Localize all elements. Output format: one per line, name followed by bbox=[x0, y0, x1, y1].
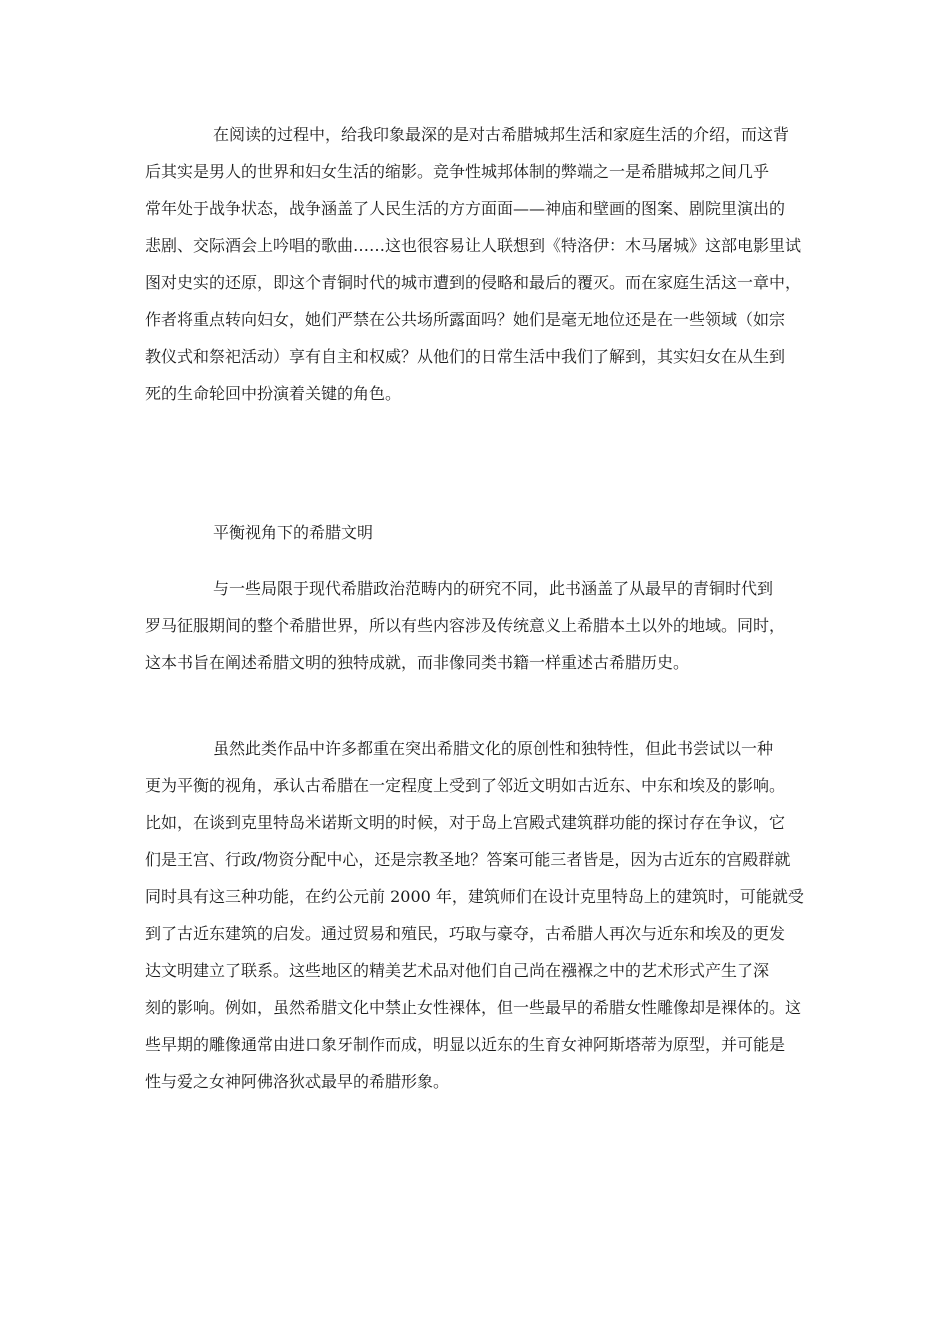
paragraph-line: 比如，在谈到克里特岛米诺斯文明的时候，对于岛上宫殿式建筑群功能的探讨存在争议，它 bbox=[145, 813, 786, 832]
paragraph-line: 这本书旨在阐述希腊文明的独特成就，而非像同类书籍一样重述古希腊历史。 bbox=[145, 653, 690, 672]
paragraph-line: 作者将重点转向妇女，她们严禁在公共场所露面吗？她们是毫无地位还是在一些领域（如宗 bbox=[145, 310, 786, 329]
paragraph-line: 死的生命轮回中扮演着关键的角色。 bbox=[145, 384, 402, 403]
paragraph-line: 达文明建立了联系。这些地区的精美艺术品对他们自己尚在襁褓之中的艺术形式产生了深 bbox=[145, 961, 770, 980]
paragraph-line: 些早期的雕像通常由进口象牙制作而成，明显以近东的生育女神阿斯塔蒂为原型，并可能是 bbox=[145, 1035, 786, 1054]
paragraph-line: 图对史实的还原，即这个青铜时代的城市遭到的侵略和最后的覆灭。而在家庭生活这一章中， bbox=[145, 273, 802, 292]
paragraph-line: 与一些局限于现代希腊政治范畴内的研究不同，此书涵盖了从最早的青铜时代到 bbox=[213, 579, 774, 598]
paragraph-line: 在阅读的过程中，给我印象最深的是对古希腊城邦生活和家庭生活的介绍，而这背 bbox=[213, 125, 790, 144]
paragraph-influences bbox=[145, 730, 817, 1100]
section-heading bbox=[145, 514, 817, 551]
paragraph-line: 性与爱之女神阿佛洛狄忒最早的希腊形象。 bbox=[145, 1072, 450, 1091]
paragraph-line: 刻的影响。例如，虽然希腊文化中禁止女性裸体，但一些最早的希腊女性雕像却是裸体的。这 bbox=[145, 998, 802, 1017]
paragraph-line: 虽然此类作品中许多都重在突出希腊文化的原创性和独特性，但此书尝试以一种 bbox=[213, 739, 774, 758]
paragraph-line: 到了古近东建筑的启发。通过贸易和殖民，巧取与豪夺，古希腊人再次与近东和埃及的更发 bbox=[145, 924, 786, 943]
paragraph-line: 罗马征服期间的整个希腊世界，所以有些内容涉及传统意义上希腊本土以外的地域。同时， bbox=[145, 616, 786, 635]
paragraph-family-life bbox=[145, 116, 817, 412]
section-heading-text: 平衡视角下的希腊文明 bbox=[213, 523, 374, 542]
paragraph-line: 更为平衡的视角，承认古希腊在一定程度上受到了邻近文明如古近东、中东和埃及的影响。 bbox=[145, 776, 786, 795]
paragraph-line: 后其实是男人的世界和妇女生活的缩影。竞争性城邦体制的弊端之一是希腊城邦之间几乎 bbox=[145, 162, 770, 181]
paragraph-line: 悲剧、交际酒会上吟唱的歌曲……这也很容易让人联想到《特洛伊：木马屠城》这部电影里试 bbox=[145, 236, 802, 255]
paragraph-scope bbox=[145, 570, 817, 681]
paragraph-line: 同时具有这三种功能，在约公元前 2000 年，建筑师们在设计克里特岛上的建筑时，可能就受 bbox=[145, 887, 804, 906]
paragraph-line: 们是王宫、行政/物资分配中心，还是宗教圣地？答案可能三者皆是，因为古近东的宫殿群就 bbox=[145, 850, 791, 869]
paragraph-line: 教仪式和祭祀活动）享有自主和权威？从他们的日常生活中我们了解到，其实妇女在从生到 bbox=[145, 347, 786, 366]
paragraph-line: 常年处于战争状态，战争涵盖了人民生活的方方面面——神庙和壁画的图案、剧院里演出的 bbox=[145, 199, 786, 218]
